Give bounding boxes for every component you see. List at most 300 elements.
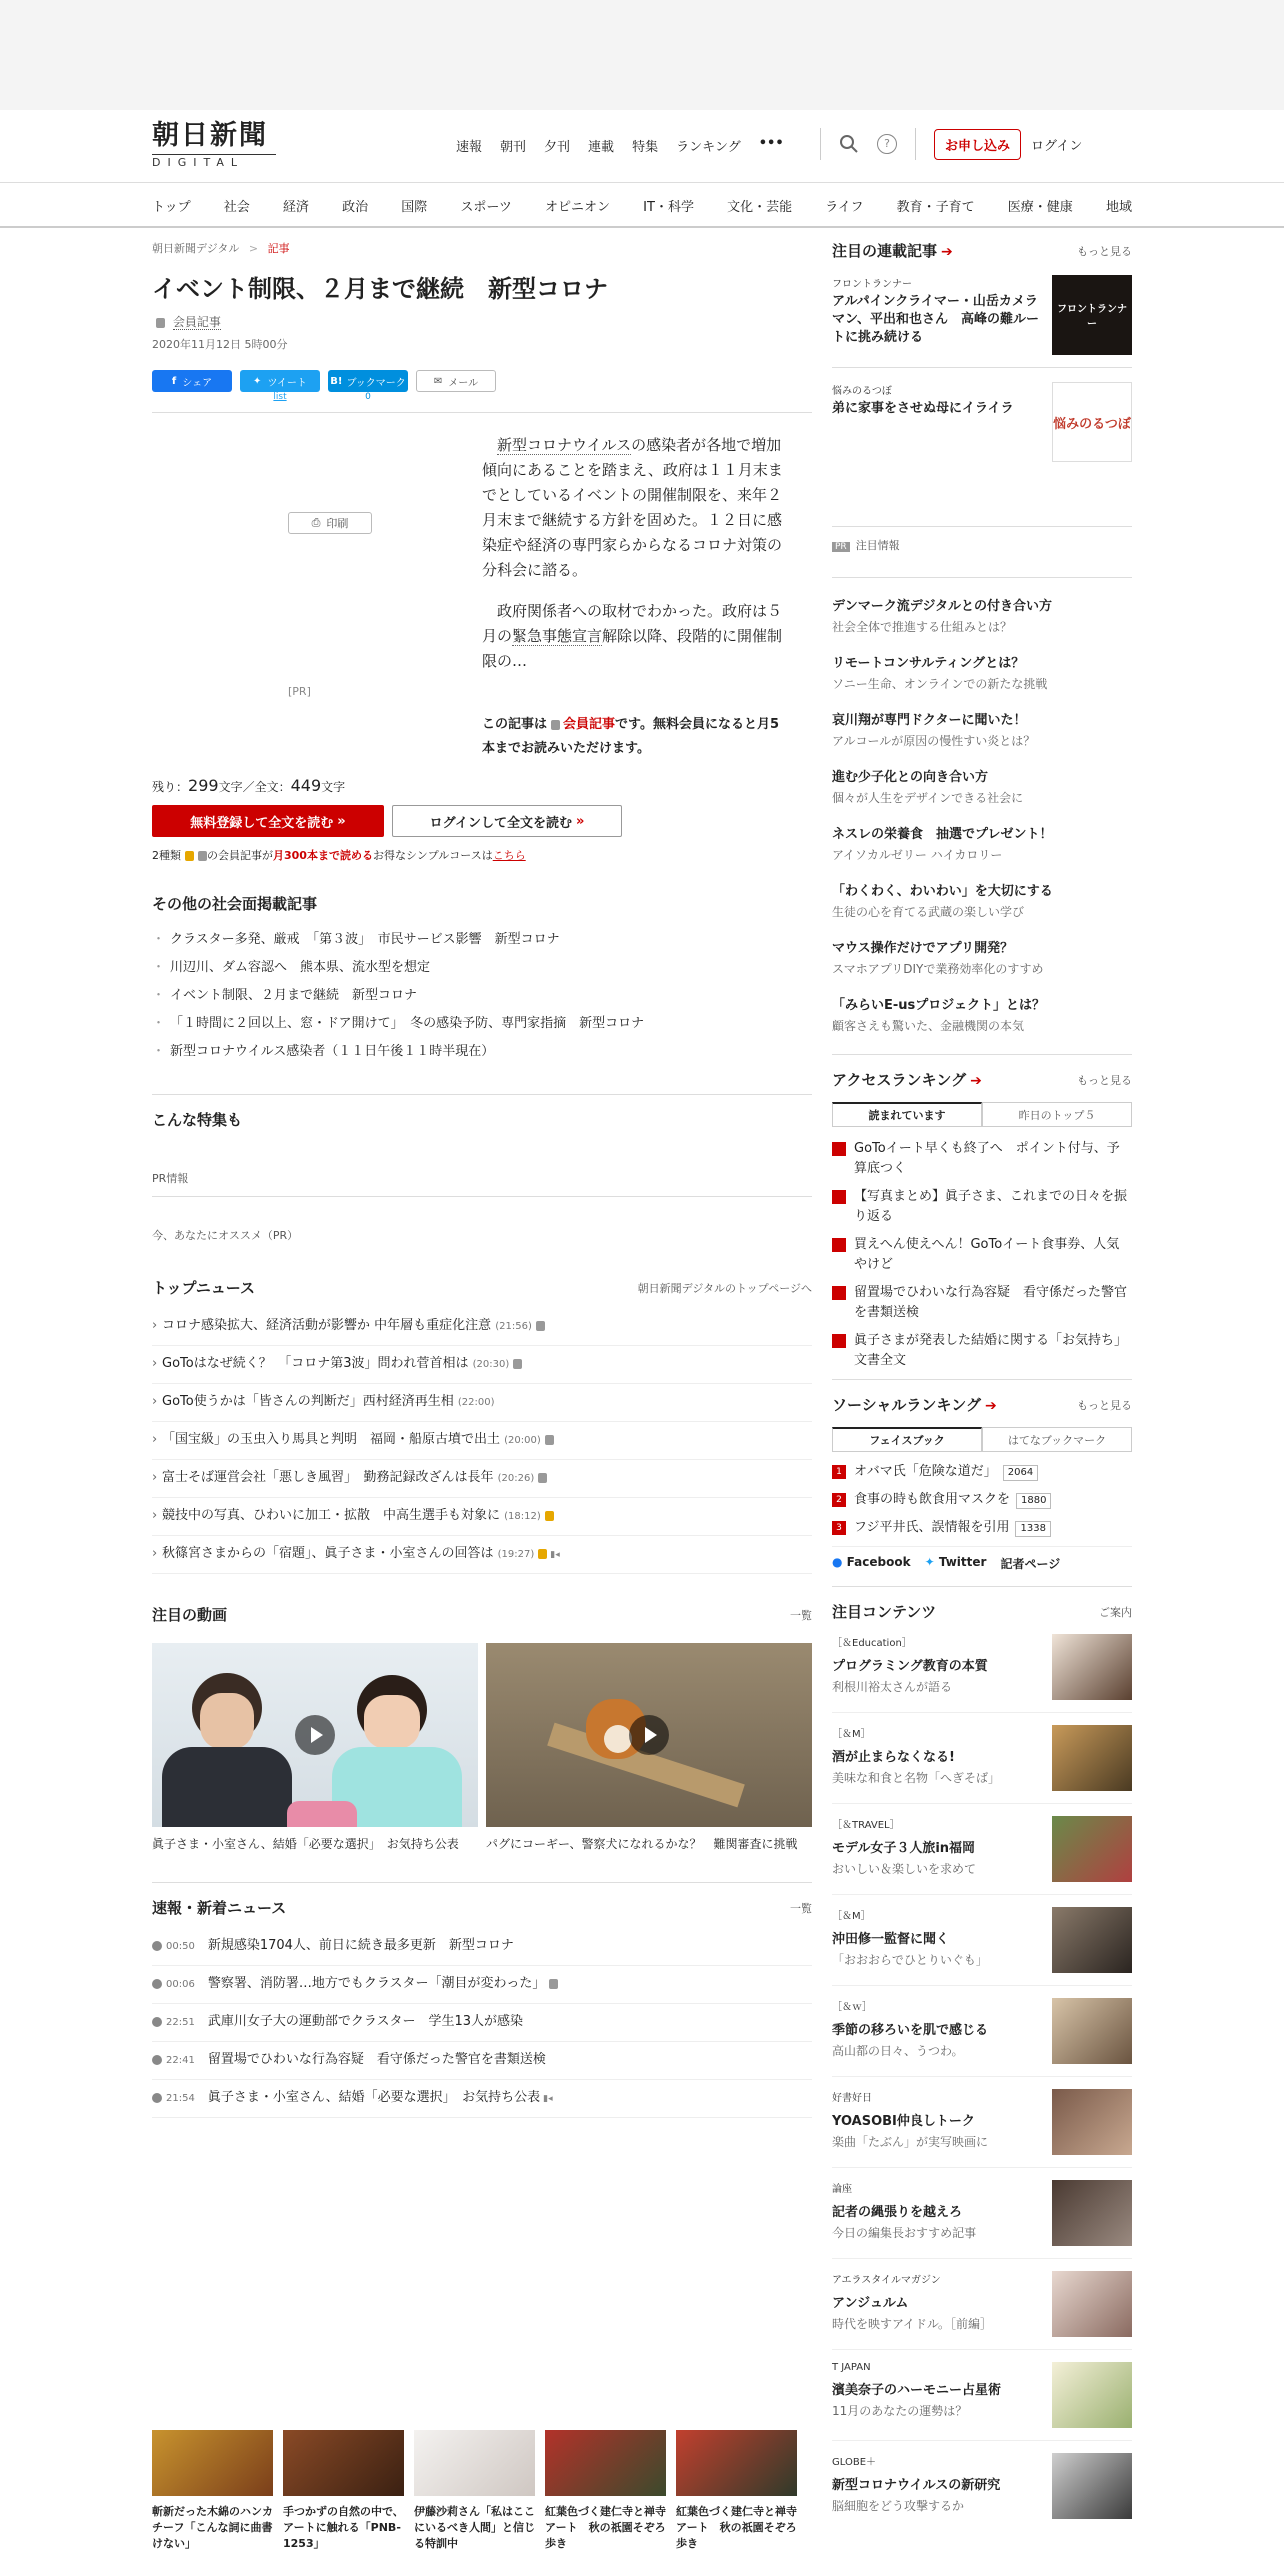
rank-marker bbox=[832, 1286, 846, 1300]
nav-tokushu[interactable]: 特集 bbox=[632, 140, 659, 155]
search-icon[interactable] bbox=[839, 134, 859, 154]
pr-item[interactable] bbox=[832, 712, 1132, 749]
content-desc: 時代を映すアイドル。［前編］ bbox=[832, 2317, 992, 2331]
breaking-time: 22:41 bbox=[166, 2055, 195, 2067]
remain-label: 残り： bbox=[152, 780, 189, 795]
course-link[interactable]: こちら bbox=[492, 849, 526, 863]
member-label-text[interactable]: 会員記事 bbox=[172, 315, 221, 330]
other-article-item[interactable]: ・ 「１時間に２回以上、窓・ドア開けて」 冬の感染予防、専門家指摘 新型コロナ bbox=[152, 1010, 812, 1038]
content-desc: 「おおおらでひとりいぐも」 bbox=[832, 1953, 988, 1967]
login-link[interactable]: ログイン bbox=[1031, 138, 1083, 154]
tweet-button[interactable] bbox=[240, 370, 320, 392]
top-news-item[interactable] bbox=[152, 1308, 812, 1346]
content-title: プログラミング教育の本質 bbox=[832, 1659, 988, 1674]
news-title: 競技中の写真、ひわいに加工・拡散 中高生選手も対象に bbox=[162, 1508, 501, 1524]
serial-item[interactable] bbox=[832, 382, 1132, 474]
content-item[interactable] bbox=[832, 1986, 1132, 2077]
recommend-caption: 伊藤沙莉さん「私はここにいるべき人間」と信じる特訓中 bbox=[414, 2505, 535, 2550]
top-news-item[interactable] bbox=[152, 1346, 812, 1384]
paywall-text-b: です。無料会員になると月5本までお読みいただけます。 bbox=[482, 717, 780, 757]
twitter-link-label: Twitter bbox=[938, 1555, 987, 1569]
video-card[interactable] bbox=[486, 1643, 812, 1854]
breaking-time: 21:54 bbox=[166, 2093, 195, 2105]
register-read-label: 無料登録して全文を読む bbox=[190, 815, 334, 831]
content-desc: おいしい＆楽しいを求めて bbox=[832, 1862, 977, 1876]
rank-title: 食事の時も飲食用マスクを bbox=[854, 1492, 1011, 1507]
news-time: (22:00) bbox=[457, 1397, 495, 1409]
video-icon: ▮◂ bbox=[543, 2094, 553, 2105]
category-international[interactable]: 国際 bbox=[401, 200, 428, 215]
breaking-news-section bbox=[152, 1882, 812, 2118]
content-title: 新型コロナウイルスの新研究 bbox=[832, 2478, 1001, 2493]
header-tools bbox=[820, 128, 1082, 160]
pr-item[interactable] bbox=[832, 826, 1132, 863]
course-text-c: お得なシンプルコースは bbox=[372, 849, 493, 863]
pr-desc: ソニー生命、オンラインでの新たな挑戦 bbox=[832, 677, 1048, 691]
print-icon: ⎙ bbox=[311, 516, 321, 529]
social-rank-item[interactable] bbox=[832, 1518, 1132, 1538]
paywall-text-a: この記事は bbox=[482, 717, 548, 733]
breaking-time: 00:06 bbox=[166, 1979, 195, 1991]
pr-tag: PR bbox=[832, 542, 850, 552]
tweet-count[interactable]: list bbox=[273, 392, 287, 403]
header-divider bbox=[915, 128, 916, 160]
content-kicker: ［＆TRAVEL］ bbox=[832, 1820, 900, 1831]
nayami-thumbnail bbox=[1052, 382, 1132, 462]
category-economy[interactable]: 経済 bbox=[282, 200, 309, 215]
rank-title: フジ平井氏、誤情報を引用 bbox=[854, 1520, 1010, 1535]
category-top[interactable]: トップ bbox=[152, 200, 191, 215]
recommend-caption: 紅葉色づく建仁寺と禅寺アート 秋の祇園そぞろ歩き bbox=[545, 2505, 666, 2550]
social-rank-item[interactable] bbox=[832, 1462, 1132, 1482]
content-kicker: 好書好日 bbox=[832, 2093, 872, 2104]
play-icon[interactable] bbox=[629, 1715, 669, 1755]
category-politics[interactable]: 政治 bbox=[342, 200, 369, 215]
breadcrumb-separator: > bbox=[248, 242, 259, 255]
recommend-thumbnail bbox=[414, 2430, 535, 2496]
top-news-item[interactable] bbox=[152, 1460, 812, 1498]
access-rank-item[interactable] bbox=[832, 1331, 1132, 1371]
breaking-heading: 速報・新着ニュース bbox=[152, 1899, 287, 1918]
content-kicker: GLOBE＋ bbox=[832, 2457, 877, 2468]
paragraph-2-text-a: 政府関係者への取材でわかった。政府は５月の bbox=[482, 602, 783, 646]
mail-icon: ✉ bbox=[433, 375, 443, 387]
breaking-more-link[interactable]: 一覧 bbox=[790, 1901, 812, 1915]
pr-item[interactable] bbox=[832, 655, 1132, 692]
paragraph-2-text-b: 解除以降、段階的に開催制限の… bbox=[482, 627, 783, 671]
pr-title: リモートコンサルティングとは？ bbox=[832, 656, 1025, 671]
videos-more-link[interactable]: 一覧 bbox=[790, 1608, 812, 1622]
category-health[interactable]: 医療・健康 bbox=[1007, 200, 1073, 215]
news-time: (20:00) bbox=[504, 1435, 541, 1447]
news-time: (21:56) bbox=[495, 1321, 532, 1333]
arrow-right-icon: ➔ bbox=[941, 244, 953, 260]
pr-title: 進む少子化との向き合い方 bbox=[832, 770, 989, 785]
social-ranking-heading: ソーシャルランキング bbox=[832, 1396, 981, 1414]
special-feature-section bbox=[152, 1094, 812, 1243]
news-title: 富士そば運営会社「悪しき風習」 勤務記録改ざんは長年 bbox=[162, 1470, 494, 1486]
top-news-item[interactable] bbox=[152, 1536, 812, 1574]
rank-marker bbox=[832, 1190, 846, 1204]
pr-desc: 生徒の心を育てる武蔵の楽しい学び bbox=[832, 905, 1025, 919]
pr-item[interactable] bbox=[832, 940, 1132, 977]
access-ranking-heading: アクセスランキング bbox=[832, 1071, 967, 1089]
lock-icon bbox=[545, 1435, 554, 1445]
bookmark-label: ブックマーク bbox=[346, 377, 406, 389]
content-title: アンジュルム bbox=[832, 2296, 909, 2311]
content-item[interactable] bbox=[832, 1622, 1132, 1713]
pr-item[interactable] bbox=[832, 598, 1132, 635]
content-kicker: ［＆ｗ］ bbox=[832, 2002, 872, 2013]
video-icon: ▮◂ bbox=[550, 1550, 560, 1561]
facebook-icon: f bbox=[171, 375, 177, 387]
arrow-right-icon: ➔ bbox=[970, 1073, 982, 1089]
facebook-page-link[interactable] bbox=[832, 1555, 911, 1572]
reporter-page-link[interactable]: 記者ページ bbox=[1000, 1557, 1061, 1571]
news-time: (20:26) bbox=[497, 1473, 535, 1485]
other-article-item[interactable]: ・ 新型コロナウイルス感染者（１１日午後１１時半現在） bbox=[152, 1038, 812, 1066]
content-kicker: ［＆M］ bbox=[832, 1729, 871, 1740]
login-read-button[interactable] bbox=[392, 805, 622, 837]
pr-info-header bbox=[832, 526, 1132, 553]
nav-ranking[interactable]: ランキング bbox=[676, 140, 741, 155]
video-card[interactable] bbox=[152, 1643, 478, 1854]
social-ranking-section bbox=[832, 1379, 1132, 1572]
special-heading: こんな特集も bbox=[152, 1111, 243, 1130]
login-read-label: ログインして全文を読む bbox=[429, 815, 572, 831]
article-paragraph-2 bbox=[482, 599, 792, 674]
pr-item[interactable] bbox=[832, 769, 1132, 806]
content-item[interactable] bbox=[832, 2077, 1132, 2168]
pr-title: 哀川翔が専門ドクターに聞いた！ bbox=[832, 713, 1027, 728]
double-chevron-icon: » bbox=[337, 813, 346, 829]
recommend-card[interactable] bbox=[414, 2430, 535, 2552]
play-icon[interactable] bbox=[295, 1715, 335, 1755]
rank-title: 買えへん使えへん！GoToイート食事券、人気やけど bbox=[854, 1237, 1120, 1272]
nav-sokuho[interactable]: 速報 bbox=[456, 140, 483, 155]
access-rank-item[interactable] bbox=[832, 1187, 1132, 1227]
content-thumbnail bbox=[1052, 2089, 1132, 2155]
social-links bbox=[832, 1546, 1132, 1572]
arrow-right-icon: ➔ bbox=[984, 1398, 997, 1414]
print-label: 印刷 bbox=[326, 517, 349, 530]
content-title: 濱美奈子のハーモニー占星術 bbox=[832, 2383, 1002, 2398]
category-sports[interactable]: スポーツ bbox=[460, 200, 512, 215]
pr-desc: アルコールが原因の慢性すい炎とは？ bbox=[832, 734, 1036, 748]
content-item[interactable] bbox=[832, 2441, 1132, 2531]
serial-heading: 注目の連載記事 bbox=[832, 242, 938, 260]
content-kicker: ［＆Education］ bbox=[832, 1638, 912, 1649]
share-count: 1338 bbox=[1015, 1521, 1050, 1537]
content-thumbnail bbox=[1052, 2453, 1132, 2519]
top-news-item[interactable] bbox=[152, 1498, 812, 1536]
course-highlight: 月300本まで読める bbox=[273, 849, 373, 863]
rank-marker bbox=[832, 1142, 846, 1156]
clock-icon bbox=[152, 2093, 162, 2103]
content-thumbnail bbox=[1052, 1634, 1132, 1700]
content-kicker: 論座 bbox=[832, 2184, 852, 2195]
rank-title: 留置場でひわいな行為容疑 看守係だった警官を書類送検 bbox=[854, 1285, 1128, 1320]
logo-sub-text: DIGITAL bbox=[152, 154, 276, 169]
tab-hatena[interactable]: はてなブックマーク bbox=[982, 1427, 1132, 1451]
rank-title: オバマ氏「危険な道だ」 bbox=[854, 1464, 997, 1479]
pr-title: 「みらいE-usプロジェクト」とは？ bbox=[832, 998, 1046, 1013]
top-news-more-link[interactable]: 朝日新聞デジタルのトップページへ bbox=[637, 1281, 812, 1295]
news-title: GoToはなぜ続く？ 「コロナ第3波」問われ菅首相は bbox=[162, 1356, 469, 1372]
content-item[interactable] bbox=[832, 1804, 1132, 1895]
paragraph-1-text: の感染者が各地で増加傾向にあることを踏まえ、政府は１１月末までとしているイベントの開催制限を、来年２月末まで継続する方針を固めた。１２日に感染症や経済の専門家らからなるコロナ対策の分科会に諮る。 bbox=[482, 436, 783, 580]
content-desc: 高山都の日々、うつわ。 bbox=[832, 2044, 964, 2058]
content-kicker: T JAPAN bbox=[832, 2362, 871, 2373]
video-caption: パグにコーギー、警察犬になれるかな？ 難関審査に挑戦 bbox=[486, 1837, 798, 1852]
other-articles bbox=[152, 893, 812, 1066]
breaking-title: 眞子さま・小室さん、結婚「必要な選択」 お気持ち公表 bbox=[207, 2090, 541, 2106]
access-rank-item[interactable] bbox=[832, 1283, 1132, 1323]
other-articles-heading: その他の社会面掲載記事 bbox=[152, 895, 318, 914]
total-unit: 文字 bbox=[321, 780, 346, 795]
breaking-title: 武庫川女子大の運動部でクラスター 学生13人が感染 bbox=[207, 2014, 523, 2030]
paywall-member-link[interactable]: 会員記事 bbox=[563, 717, 616, 733]
content-title: 季節の移ろいを肌で感じる bbox=[832, 2023, 989, 2038]
videos-section bbox=[152, 1604, 812, 1854]
video-caption: 眞子さま・小室さん、結婚「必要な選択」 お気持ち公表 bbox=[152, 1837, 459, 1852]
pr-list bbox=[832, 598, 1132, 1034]
nayami-logo-text: 悩みのるつぼ bbox=[1053, 416, 1131, 432]
social-tabs bbox=[832, 1427, 1132, 1452]
pr-desc: アイソカルゼリー ハイカロリー bbox=[832, 848, 1003, 862]
mail-label: メール bbox=[448, 377, 479, 389]
featured-contents-section bbox=[832, 1586, 1132, 2531]
recommend-card[interactable] bbox=[152, 2430, 273, 2552]
serial-title: アルパインクライマー・山岳カメラマン、平出和也さん 高峰の難ルートに挑み続ける bbox=[832, 294, 1039, 345]
lock-icon bbox=[549, 1979, 558, 1989]
tab-most-read[interactable]: 読まれています bbox=[832, 1102, 982, 1126]
gold-lock-icon bbox=[545, 1511, 554, 1521]
gold-lock-icon bbox=[185, 851, 194, 861]
content-item[interactable] bbox=[832, 2259, 1132, 2350]
divider bbox=[152, 1196, 812, 1197]
breaking-title: 警察署、消防署…地方でもクラスター「潮目が変わった」 bbox=[207, 1976, 546, 1992]
category-it-science[interactable]: IT・科学 bbox=[643, 200, 694, 215]
remain-unit: 文字／全文： bbox=[218, 780, 291, 795]
pr-item[interactable] bbox=[832, 997, 1132, 1034]
recommend-thumbnail bbox=[152, 2430, 273, 2496]
content-item[interactable] bbox=[832, 1713, 1132, 1804]
content-item[interactable] bbox=[832, 2350, 1132, 2441]
category-region[interactable]: 地域 bbox=[1105, 200, 1132, 215]
news-title: 秋篠宮さまからの「宿題」、眞子さま・小室さんの回答は bbox=[162, 1546, 494, 1562]
pr-title: ネスレの栄養食 抽選でプレゼント！ bbox=[832, 827, 1053, 842]
social-rank-item[interactable] bbox=[832, 1490, 1132, 1510]
news-title: GoTo使うかは「皆さんの判断だ」西村経済再生相 bbox=[162, 1394, 454, 1410]
recommend-card[interactable] bbox=[676, 2430, 797, 2552]
recommend-thumbnail bbox=[545, 2430, 666, 2496]
content-kicker: アエラスタイルマガジン bbox=[832, 2275, 941, 2286]
breaking-news-item[interactable] bbox=[152, 2042, 812, 2080]
article-paragraph-1 bbox=[482, 433, 792, 583]
recommend-thumbnail bbox=[676, 2430, 797, 2496]
twitter-bird-icon: ✦ bbox=[924, 1555, 935, 1569]
content-thumbnail bbox=[1052, 2180, 1132, 2246]
mail-button[interactable] bbox=[416, 370, 496, 392]
site-logo[interactable] bbox=[152, 120, 276, 169]
simple-course-notice bbox=[152, 847, 812, 863]
subscribe-button[interactable]: お申し込み bbox=[934, 129, 1021, 160]
category-nav bbox=[0, 182, 1284, 228]
bookmark-count[interactable]: 0 bbox=[365, 392, 371, 403]
tab-yesterday-top5[interactable]: 昨日のトップ５ bbox=[982, 1102, 1132, 1126]
breaking-title: 新規感染1704人、前日に続き最多更新 新型コロナ bbox=[207, 1938, 514, 1954]
category-opinion[interactable]: オピニオン bbox=[545, 200, 611, 215]
rank-marker bbox=[832, 1238, 846, 1252]
content-desc: 楽曲「たぶん」が実写映画に bbox=[832, 2135, 989, 2149]
remain-number: 299 bbox=[188, 776, 219, 796]
pr-desc: 社会全体で推進する仕組みとは？ bbox=[832, 620, 1013, 634]
content-thumbnail bbox=[1052, 1998, 1132, 2064]
content-title: 沖田修一監督に聞く bbox=[832, 1932, 950, 1947]
rank-title: GoToイート早くも終了へ ポイント付与、予算底つく bbox=[854, 1141, 1120, 1176]
rank-marker bbox=[832, 1334, 846, 1348]
video-thumbnail-dog bbox=[486, 1643, 812, 1827]
top-news-item[interactable] bbox=[152, 1422, 812, 1460]
article-body bbox=[482, 433, 792, 690]
rank-number: 1 bbox=[832, 1465, 846, 1479]
tab-facebook[interactable]: フェイスブック bbox=[832, 1427, 982, 1451]
rank-number: 2 bbox=[832, 1493, 846, 1507]
recommend-card[interactable] bbox=[545, 2430, 666, 2552]
lock-icon bbox=[156, 318, 165, 328]
breadcrumb bbox=[152, 240, 812, 256]
pr-item[interactable] bbox=[832, 883, 1132, 920]
breaking-news-item[interactable] bbox=[152, 1966, 812, 2004]
category-society[interactable]: 社会 bbox=[223, 200, 250, 215]
breaking-time: 00:50 bbox=[166, 1941, 195, 1953]
serial-more-link[interactable]: もっと見る bbox=[1077, 244, 1132, 258]
article-date: 2020年11月12日 5時00分 bbox=[152, 338, 288, 352]
gold-lock-icon bbox=[538, 1549, 547, 1559]
breadcrumb-home[interactable]: 朝日新聞デジタル bbox=[152, 242, 240, 255]
character-count bbox=[152, 776, 812, 795]
article-body-area bbox=[152, 412, 812, 762]
total-number: 449 bbox=[290, 776, 322, 796]
access-rank-item[interactable] bbox=[832, 1139, 1132, 1179]
rank-title: 眞子さまが発表した結婚に関する「お気持ち」 文書全文 bbox=[854, 1333, 1134, 1368]
breaking-news-item[interactable] bbox=[152, 2004, 812, 2042]
top-news-section bbox=[152, 1277, 812, 1574]
twitter-page-link[interactable] bbox=[925, 1555, 987, 1572]
other-article-item[interactable]: ・ 川辺川、ダム容認へ 熊本県、流水型を想定 bbox=[152, 954, 812, 982]
content-item[interactable] bbox=[832, 1895, 1132, 1986]
content-thumbnail bbox=[1052, 1725, 1132, 1791]
recommend-card[interactable] bbox=[283, 2430, 404, 2552]
rank-title: 【写真まとめ】眞子さま、これまでの日々を振り返る bbox=[854, 1189, 1128, 1224]
hatena-icon: B! bbox=[330, 375, 343, 387]
content-title: モデル女子３人旅in福岡 bbox=[832, 1841, 976, 1856]
access-ranking-section bbox=[832, 1054, 1132, 1371]
sidebar bbox=[832, 240, 1132, 2531]
help-icon[interactable]: ? bbox=[877, 134, 897, 154]
top-ad-banner bbox=[0, 0, 1284, 110]
clock-icon bbox=[152, 2017, 162, 2027]
more-menu-icon[interactable]: ••• bbox=[758, 136, 784, 151]
breaking-news-item[interactable] bbox=[152, 1928, 812, 1966]
clock-icon bbox=[152, 2055, 162, 2065]
content-title: 酒が止まらなくなる! bbox=[832, 1750, 955, 1765]
pr-desc: スマホアプリDIYで業務効率化のすすめ bbox=[832, 962, 1044, 976]
read-full-buttons bbox=[152, 805, 812, 837]
nav-choukan[interactable]: 朝刊 bbox=[500, 140, 527, 155]
divider bbox=[832, 577, 1132, 578]
content-desc: 利根川裕太さんが語る bbox=[832, 1680, 953, 1694]
register-read-button[interactable] bbox=[152, 805, 384, 837]
article-title: イベント制限、２月まで継続 新型コロナ bbox=[152, 275, 608, 303]
course-text-b: の会員記事が bbox=[207, 849, 273, 863]
content-kicker: ［＆M］ bbox=[832, 1911, 871, 1922]
lock-icon bbox=[551, 720, 560, 730]
pr-ad-label: [PR] bbox=[288, 685, 311, 699]
lock-icon bbox=[198, 851, 207, 861]
facebook-icon: ● bbox=[832, 1555, 843, 1569]
front-runner-thumbnail bbox=[1052, 275, 1132, 355]
access-more-link[interactable]: もっと見る bbox=[1077, 1073, 1132, 1087]
access-tabs bbox=[832, 1102, 1132, 1127]
recommend-caption: 手つかずの自然の中で、アートに触れる「PNB-1253」 bbox=[283, 2505, 404, 2550]
keyword-link-emergency[interactable]: 緊急事態宣言 bbox=[512, 627, 603, 646]
social-more-link[interactable]: もっと見る bbox=[1077, 1398, 1132, 1412]
content-desc: 脳細胞をどう攻撃するか bbox=[832, 2499, 965, 2513]
top-news-item[interactable] bbox=[152, 1384, 812, 1422]
contents-guide-link[interactable]: ご案内 bbox=[1099, 1605, 1132, 1619]
serial-item[interactable] bbox=[832, 275, 1132, 368]
keyword-link-covid[interactable]: 新型コロナウイルス bbox=[497, 436, 632, 455]
other-article-item[interactable]: ・ イベント制限、２月まで継続 新型コロナ bbox=[152, 982, 812, 1010]
category-life[interactable]: ライフ bbox=[825, 200, 864, 215]
category-education[interactable]: 教育・子育て bbox=[896, 200, 975, 215]
paywall-notice bbox=[482, 713, 792, 761]
recommend-caption: 紅葉色づく建仁寺と禅寺アート 秋の祇園そぞろ歩き bbox=[676, 2505, 797, 2550]
site-header bbox=[0, 110, 1284, 182]
access-rank-item[interactable] bbox=[832, 1235, 1132, 1275]
breadcrumb-current: 記事 bbox=[267, 242, 290, 255]
hatena-bookmark-button[interactable] bbox=[328, 370, 408, 392]
content-thumbnail bbox=[1052, 1816, 1132, 1882]
top-news-heading: トップニュース bbox=[152, 1279, 256, 1298]
pr-desc: 顧客さえも驚いた、金融機関の本気 bbox=[832, 1019, 1025, 1033]
news-time: (19:27) bbox=[497, 1549, 535, 1561]
clock-icon bbox=[152, 1979, 162, 1989]
front-runner-logo-text: フロントランナー bbox=[1057, 304, 1127, 330]
nav-rensai[interactable]: 連載 bbox=[588, 140, 615, 155]
pr-title: 「わくわく、わいわい」を大切にする bbox=[832, 884, 1053, 899]
clock-icon bbox=[152, 1941, 162, 1951]
header-divider bbox=[820, 128, 821, 160]
pr-heading: 注目情報 bbox=[855, 539, 900, 552]
content-item[interactable] bbox=[832, 2168, 1132, 2259]
pr-desc: 個々が人生をデザインできる社会に bbox=[832, 791, 1024, 805]
category-culture[interactable]: 文化・芸能 bbox=[727, 200, 793, 215]
nav-yuukan[interactable]: 夕刊 bbox=[544, 140, 571, 155]
breaking-news-item[interactable] bbox=[152, 2080, 812, 2118]
other-article-item[interactable]: ・ クラスター多発、厳戒 「第３波」 市民サービス影響 新型コロナ bbox=[152, 926, 812, 954]
pr-title: デンマーク流デジタルとの付き合い方 bbox=[832, 599, 1052, 614]
recommend-thumbnail bbox=[283, 2430, 404, 2496]
contents-heading: 注目コンテンツ bbox=[832, 1603, 937, 1621]
double-chevron-icon: » bbox=[575, 813, 585, 829]
facebook-share-button[interactable] bbox=[152, 370, 232, 392]
tweet-label: ツイート bbox=[267, 377, 307, 389]
pr-title: マウス操作だけでアプリ開発？ bbox=[832, 941, 1014, 956]
twitter-bird-icon: ✦ bbox=[253, 375, 262, 387]
